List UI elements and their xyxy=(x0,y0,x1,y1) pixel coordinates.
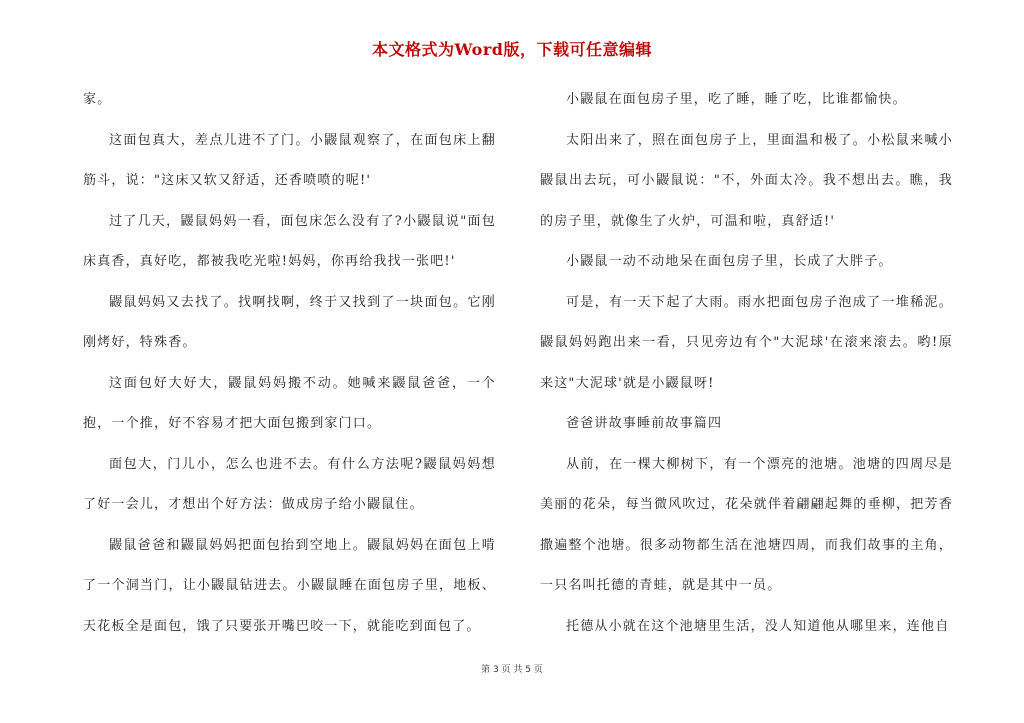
paragraph: 面包大，门儿小，怎么也进不去。有什么方法呢?鼹鼠妈妈想了好一会儿，才想出个好方法：做成房子给小鼹鼠住。 xyxy=(83,456,496,512)
section-heading: 爸爸讲故事睡前故事篇四 xyxy=(566,416,723,431)
paragraph: 从前，在一棵大柳树下，有一个漂亮的池塘。池塘的四周尽是美丽的花朵，每当微风吹过，花朵就伴着翩翩起舞的垂柳，把芳香撒遍整个池塘。很多动物都生活在池塘四周，而我们故事的主角，一只名叫托德的青蛙，就是其中一员。 xyxy=(540,456,953,593)
paragraph: 托德从小就在这个池塘里生活，没人知道他从哪里来，连他自 xyxy=(566,618,950,634)
paragraph: 这面包好大好大，鼹鼠妈妈搬不动。她喊来鼹鼠爸爸，一个抱，一个推，好不容易才把大面包搬到家门口。 xyxy=(83,375,496,431)
page-number-footer: 第 3 页 共 5 页 xyxy=(481,665,543,675)
paragraph: 家。 xyxy=(83,92,112,107)
right-text-column xyxy=(540,80,953,647)
paragraph: 鼹鼠爸爸和鼹鼠妈妈把面包抬到空地上。鼹鼠妈妈在面包上啃了一个洞当门，让小鼹鼠钻进去。小鼹鼠睡在面包房子里，地板、天花板全是面包，饿了只要张开嘴巴咬一下，就能吃到面包了。 xyxy=(83,537,496,634)
paragraph: 小鼹鼠一动不动地呆在面包房子里，长成了大胖子。 xyxy=(566,254,893,269)
document-header-title: 本文格式为Word版，下载可任意编辑 xyxy=(372,40,652,59)
paragraph: 这面包真大，差点儿进不了门。小鼹鼠观察了，在面包床上翻筋斗，说："这床又软又舒适，还香喷喷的呢!' xyxy=(83,132,496,188)
left-text-column xyxy=(83,80,496,647)
paragraph: 小鼹鼠在面包房子里，吃了睡，睡了吃，比谁都愉快。 xyxy=(566,92,907,107)
paragraph: 鼹鼠妈妈又去找了。找啊找啊，终于又找到了一块面包。它刚刚烤好，特殊香。 xyxy=(83,294,496,350)
paragraph: 过了几天，鼹鼠妈妈一看，面包床怎么没有了?小鼹鼠说"面包床真香，真好吃，都被我吃光啦!妈妈，你再给我找一张吧!' xyxy=(83,213,496,269)
paragraph: 太阳出来了，照在面包房子上，里面温和极了。小松鼠来喊小鼹鼠出去玩，可小鼹鼠说："不，外面太冷。我不想出去。瞧，我的房子里，就像生了火炉，可温和啦，真舒适!' xyxy=(540,132,953,229)
paragraph: 可是，有一天下起了大雨。雨水把面包房子泡成了一堆稀泥。鼹鼠妈妈跑出来一看，只见旁边有个"大泥球'在滚来滚去。哟!原来这"大泥球'就是小鼹鼠呀! xyxy=(540,294,953,391)
